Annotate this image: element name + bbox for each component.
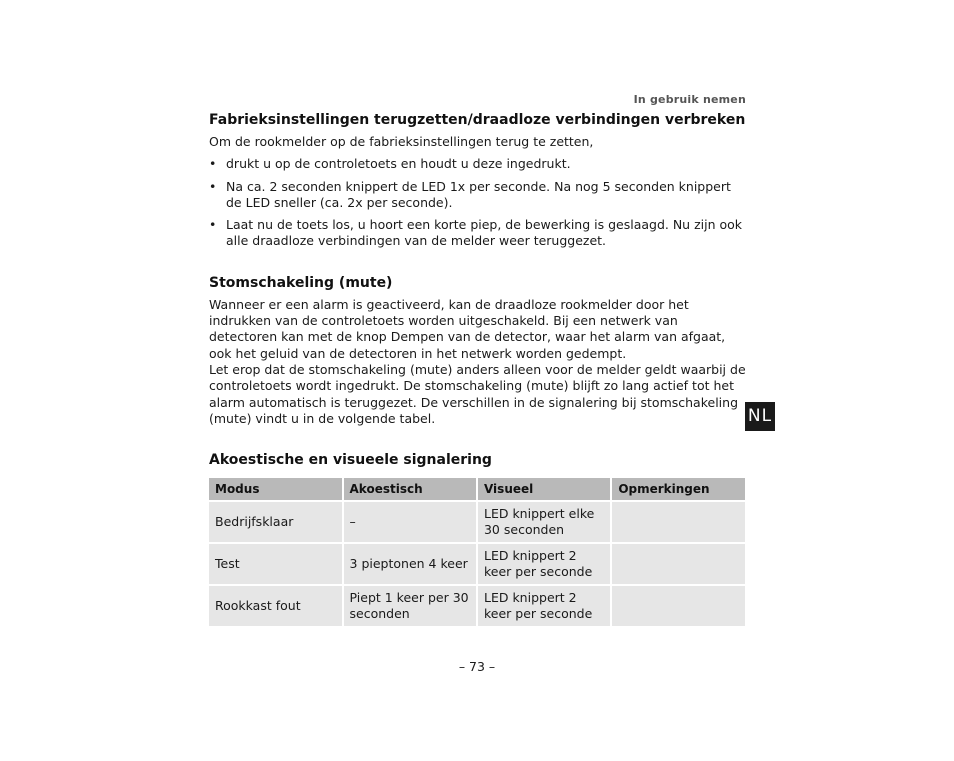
table-cell: LED knippert elke 30 seconden bbox=[478, 502, 610, 542]
mute-paragraph-1: Wanneer er een alarm is geactiveerd, kan de draadloze rookmelder door het indrukken van de controletoets worden uitgeschakeld. Bij een netwerk van detectoren kan met de knop Dempen van de detector, waar het alarm van afgaat, ook het geluid van de detectoren in het netwerk worden gedempt. bbox=[209, 296, 726, 361]
table-cell: Piept 1 keer per 30 seconden bbox=[344, 586, 476, 626]
signaling-section bbox=[209, 450, 749, 628]
reset-intro: Om de rookmelder op de fabrieksinstellingen terug te zetten, bbox=[209, 134, 594, 149]
table-cell bbox=[612, 544, 745, 584]
bullet-icon: • bbox=[209, 217, 217, 233]
signaling-table bbox=[207, 476, 747, 628]
table-header-row bbox=[209, 478, 745, 500]
column-header: Modus bbox=[209, 478, 342, 500]
table-cell bbox=[612, 502, 745, 542]
table-cell: 3 pieptonen 4 keer bbox=[344, 544, 476, 584]
table-cell: LED knippert 2 keer per seconde bbox=[478, 544, 610, 584]
table-row bbox=[209, 544, 745, 584]
table-row bbox=[209, 586, 745, 626]
table-row bbox=[209, 502, 745, 542]
table-cell: Rookkast fout bbox=[209, 586, 342, 626]
reset-section bbox=[209, 110, 749, 250]
column-header: Opmerkingen bbox=[612, 478, 745, 500]
signaling-title: Akoestische en visueele signalering bbox=[209, 452, 492, 469]
step-text: Laat nu de toets los, u hoort een korte piep, de bewerking is geslaagd. Nu zijn ook alle draadloze verbindingen van de melder weer teruggezet. bbox=[226, 217, 743, 249]
table-cell: – bbox=[344, 502, 476, 542]
reset-steps bbox=[209, 156, 749, 249]
bullet-icon: • bbox=[209, 156, 217, 172]
step-text: drukt u op de controletoets en houdt u deze ingedrukt. bbox=[226, 156, 571, 172]
column-header: Visueel bbox=[478, 478, 610, 500]
list-item bbox=[209, 179, 749, 212]
table-cell: Bedrijfsklaar bbox=[209, 502, 342, 542]
page-content bbox=[209, 110, 749, 628]
table-cell: Test bbox=[209, 544, 342, 584]
page-number: – 73 – bbox=[458, 659, 496, 674]
table-cell bbox=[612, 586, 745, 626]
table-cell: LED knippert 2 keer per seconde bbox=[478, 586, 610, 626]
running-header: In gebruik nemen bbox=[633, 93, 746, 106]
column-header: Akoestisch bbox=[344, 478, 476, 500]
list-item bbox=[209, 156, 749, 172]
mute-paragraph-2: Let erop dat de stomschakeling (mute) anders alleen voor de melder geldt waarbij de controletoets wordt ingedrukt. De stomschakeling (mute) blijft zo lang actief tot het alarm automatisch is teruggezet. De verschillen in de signalering bij stomschakeling (mute) vindt u in de volgende tabel. bbox=[209, 361, 746, 426]
bullet-icon: • bbox=[209, 178, 217, 194]
reset-title: Fabrieksinstellingen terugzetten/draadloze verbindingen verbreken bbox=[209, 112, 746, 128]
mute-title: Stomschakeling (mute) bbox=[209, 274, 393, 291]
language-tab: NL bbox=[745, 402, 775, 431]
mute-section bbox=[209, 273, 749, 427]
list-item bbox=[209, 217, 749, 250]
step-text: Na ca. 2 seconden knippert de LED 1x per seconde. Na nog 5 seconden knippert de LED sneller (ca. 2x per seconde). bbox=[226, 178, 731, 210]
